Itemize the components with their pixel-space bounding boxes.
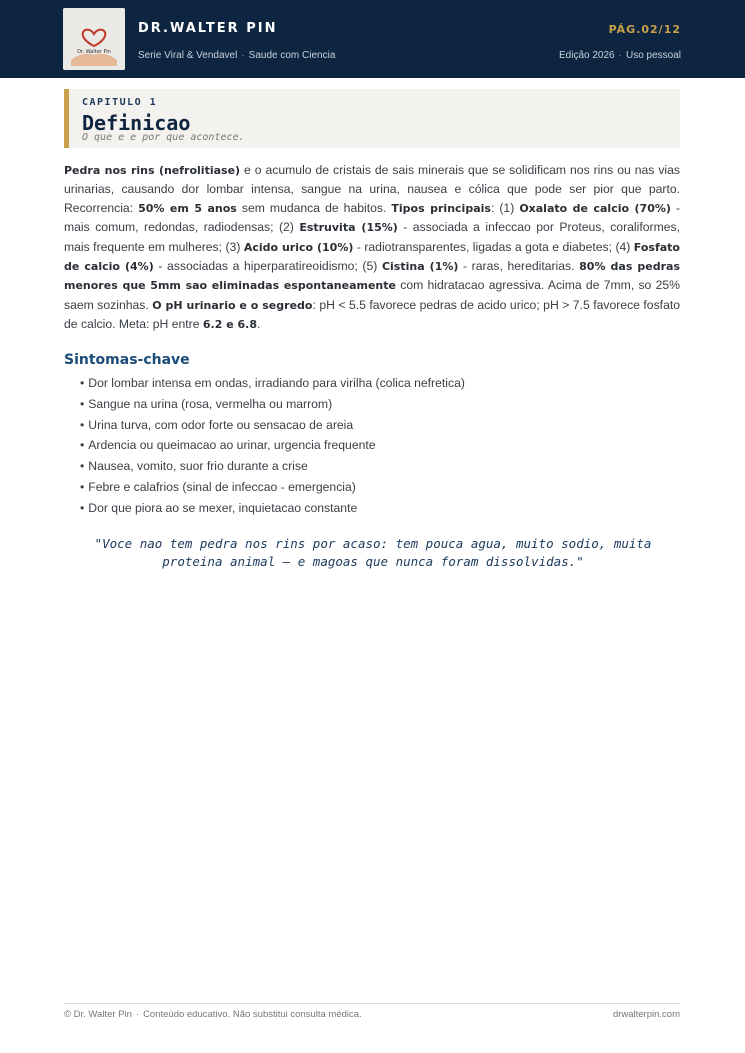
bold-term: 6.2 e 6.8 — [202, 318, 257, 332]
hands-heart-logo-icon — [63, 8, 125, 70]
chapter-subtitle: O que e e por que acontece. — [82, 132, 245, 143]
svg-text:Dr. Walter Pin: Dr. Walter Pin — [77, 49, 111, 55]
pull-quote: "Voce nao tem pedra nos rins por acaso: tem pouca agua, muito sodio, muita proteina animal — e magoas que nunca foram dissolvidas." — [94, 536, 652, 569]
footer-website-link[interactable]: drwalterpin.com — [612, 1009, 680, 1020]
list-item: • Sangue na urina (rosa, vermelha ou marrom) — [80, 394, 465, 415]
text-run: : (1) — [490, 200, 520, 215]
copyright-text: © Dr. Walter Pin — [64, 1009, 132, 1020]
brand-subtitle — [138, 50, 335, 61]
bold-term: Fosfato de calcio (4%) — [64, 240, 680, 274]
chapter-heading-box — [64, 89, 680, 148]
brand-name: DR.WALTER PIN — [138, 21, 278, 36]
text-run: - associadas a hiperparatireoidismo; (5) — [153, 259, 382, 274]
definition-paragraph — [64, 161, 680, 335]
bold-term: O pH urinario e o segredo — [152, 298, 313, 312]
bold-term: Cistina (1%) — [381, 260, 459, 274]
bold-term: Oxalato de calcio (70%) — [519, 201, 671, 215]
page-header — [0, 0, 745, 78]
list-item: • Ardencia ou queimacao ao urinar, urgencia frequente — [80, 435, 465, 456]
symptoms-list — [80, 373, 465, 519]
chapter-title: Definicao — [82, 111, 191, 135]
separator: · — [618, 50, 622, 61]
bold-term: Pedra nos rins (nefrolitiase) — [64, 164, 241, 177]
text-run: : pH < 5.5 favorece pedras de acido urico; pH > 7.5 favorece fosfato de calcio. Meta: pH entre — [64, 297, 681, 332]
chapter-label: CAPITULO 1 — [82, 97, 158, 108]
text-run: - associada a infeccao por Proteus, coraliformes, mais frequente em mulheres; (3) — [64, 220, 680, 254]
text-run: . — [256, 317, 261, 332]
text-run: - raras, hereditarias. — [458, 259, 580, 274]
list-item: • Dor que piora ao se mexer, inquietacao constante — [80, 498, 465, 519]
edition-year: Edição 2026 — [559, 50, 615, 61]
separator: · — [135, 1009, 140, 1020]
list-item: • Dor lombar intensa em ondas, irradiando para virilha (colica nefretica) — [80, 373, 465, 394]
list-item: • Febre e calafrios (sinal de infeccao - emergencia) — [80, 477, 465, 498]
list-item: • Urina turva, com odor forte ou sensacao de areia — [80, 415, 465, 436]
section-title-symptoms: Sintomas-chave — [64, 352, 190, 368]
text-run: - mais comum, redondas, radiodensas; (2) — [64, 200, 680, 235]
bold-term: 80% das pedras menores que 5mm sao eliminadas espontaneamente — [64, 260, 681, 293]
footer-divider — [64, 1003, 680, 1004]
usage-note: Uso pessoal — [625, 50, 681, 61]
text-run: e o acumulo de cristais de sais minerais que se solidificam nos rins ou nas vias urinarias, causando dor lombar intensa, sangue na urina, nausea e cólica que pode ser pior que parto. Recorrencia: — [64, 163, 681, 215]
footer-copyright — [64, 1009, 362, 1020]
separator: · — [241, 50, 245, 61]
series-name: Serie Viral & Vendavel — [138, 50, 238, 61]
edition-info — [559, 50, 681, 61]
list-item: • Nausea, vomito, suor frio durante a crise — [80, 456, 465, 477]
text-run: - radiotransparentes, ligadas a gota e diabetes; (4) — [353, 239, 634, 254]
bold-term: Acido urico (10%) — [243, 240, 354, 254]
logo — [63, 8, 125, 70]
text-run: com hidratacao agressiva. Acima de 7mm, so 25% saem sozinhas. — [64, 278, 680, 312]
bold-term: Estruvita (15%) — [299, 221, 398, 235]
bold-term: Tipos principais — [391, 201, 491, 215]
text-run: sem mudanca de habitos. — [236, 200, 392, 215]
disclaimer-text: Conteúdo educativo. Não substitui consulta médica. — [143, 1009, 362, 1020]
tagline: Saude com Ciencia — [248, 50, 336, 61]
page-number: PÁG.02/12 — [608, 23, 681, 36]
bold-term: 50% em 5 anos — [138, 201, 237, 215]
